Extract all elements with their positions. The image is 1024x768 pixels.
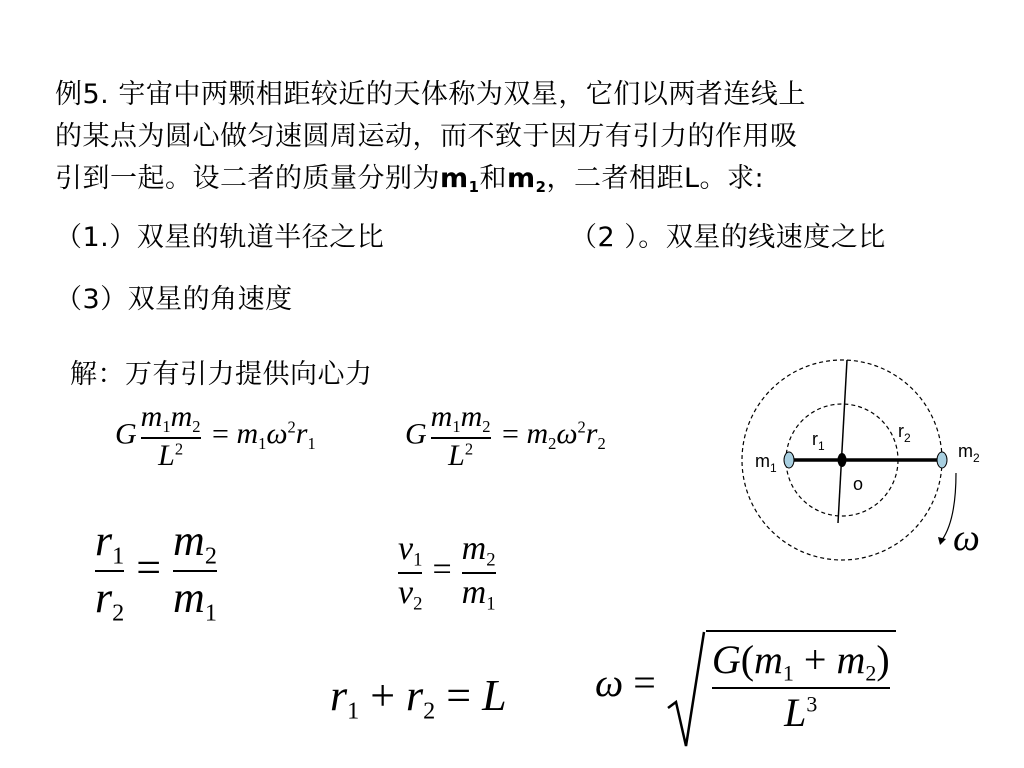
problem-text-3: 引到一起。设二者的质量分别为: [55, 163, 440, 194]
label-r1: $r_1$: [812, 429, 825, 453]
question-2-text: （2 ）。双星的线速度之比: [570, 222, 886, 253]
label-m2: $m_2$: [958, 441, 980, 465]
problem-line-3: [55, 156, 764, 196]
equation-force-1: G $\frac{m_1m_2}{L^2}$ = $m_1\omega^2r_1$: [115, 400, 316, 472]
problem-text-2: 的某点为圆心做匀速圆周运动，而不致于因万有引力的作用吸: [55, 121, 798, 152]
equation-distance-sum: $r_1 + r_2 = L$: [330, 671, 507, 725]
label-r2: $r_2$: [898, 421, 911, 445]
axis-line: [838, 360, 847, 523]
solution-intro: [70, 352, 373, 391]
equation-angular-velocity: ω = $\frac{G(m_1 + m_2)}{L^3}$: [595, 630, 896, 736]
question-3: [55, 277, 293, 316]
sqrt-symbol: [666, 630, 706, 750]
problem-text-3-suffix: ，二者相距L。求:: [546, 163, 765, 194]
mass-1-symbol: m: [440, 163, 469, 194]
equation-radius-ratio: $\frac{r_1}{r_2}$ = $\frac{m_2}{m_1}$: [95, 516, 217, 627]
mass-1-subscript: 1: [468, 178, 480, 197]
question-2: [570, 215, 886, 254]
mass-2-subscript: 2: [535, 178, 547, 197]
label-o: o: [853, 474, 864, 494]
label-omega: ω: [953, 517, 980, 559]
problem-line-2: [55, 114, 798, 153]
problem-line-1: [55, 72, 806, 111]
center-point: [838, 453, 847, 467]
question-3-text: （3）双星的角速度: [55, 284, 293, 315]
rotation-arrowhead: [938, 537, 946, 545]
star-m1: [784, 452, 794, 468]
question-1-text: （1.）双星的轨道半径之比: [55, 222, 385, 253]
label-m1: $m_1$: [755, 451, 777, 475]
binary-star-diagram: [720, 355, 1020, 575]
and-word: 和: [479, 163, 507, 194]
equation-velocity-ratio: $\frac{v_1}{v_2}$ = $\frac{m_2}{m_1}$: [398, 530, 496, 615]
question-1: [55, 215, 384, 254]
mass-2-symbol: m: [506, 163, 536, 194]
star-m2: [937, 452, 947, 468]
equation-force-2: G $\frac{m_1m_2}{L^2}$ = $m_2\omega^2r_2$: [405, 400, 606, 472]
problem-text-1: 例5. 宇宙中两颗相距较近的天体称为双星，它们以两者连线上: [55, 79, 806, 110]
solution-intro-text: 解：万有引力提供向心力: [70, 359, 373, 390]
